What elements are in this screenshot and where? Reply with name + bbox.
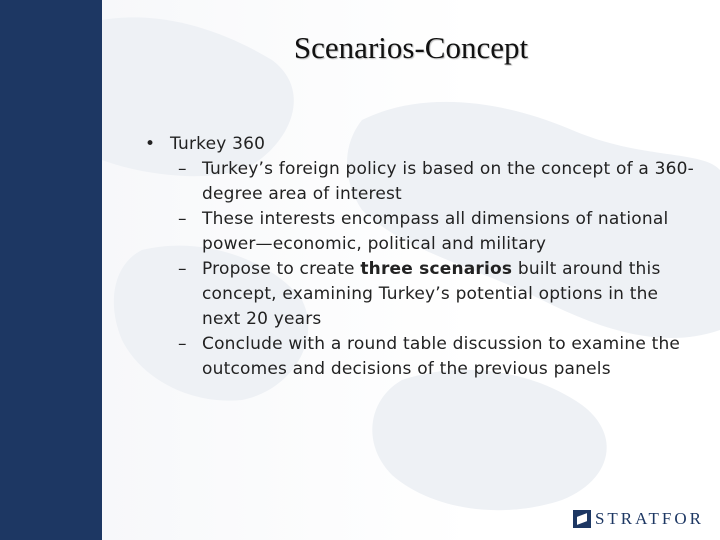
left-sidebar-bar — [0, 0, 102, 540]
sub-bullet-text: Conclude with a round table discussion to examine the outcomes and decisions of the previous panels — [202, 334, 681, 379]
dash-icon: – — [178, 259, 187, 279]
stratfor-logo-mark-icon — [573, 510, 591, 528]
bullet-icon: • — [145, 134, 156, 154]
logo-text: STRATFOR — [594, 509, 704, 528]
sub-bullet-item — [140, 332, 700, 382]
sub-bullet-item — [140, 157, 700, 207]
bullet-text: Turkey 360 — [170, 134, 266, 154]
sub-bullet-text: Turkey’s foreign policy is based on the concept of a 360-degree area of interest — [202, 159, 694, 204]
slide-content — [140, 132, 700, 382]
slide-title: Scenarios-Concept — [293, 30, 529, 65]
sub-bullet-list — [140, 157, 700, 382]
sub-bullet-text: These interests encompass all dimensions of national power—economic, political and military — [202, 209, 669, 254]
dash-icon: – — [178, 159, 187, 179]
stratfor-logo — [573, 508, 704, 530]
sub-bullet-item — [140, 257, 700, 332]
dash-icon: – — [178, 209, 187, 229]
bold-emphasis-text: three scenarios — [360, 259, 513, 279]
sub-bullet-text-after: built around this concept, examining Turkey’s potential options in the next 20 years — [202, 259, 661, 329]
sub-bullet-text-before: Propose to create — [202, 259, 361, 279]
dash-icon: – — [178, 334, 187, 354]
sub-bullet-item — [140, 207, 700, 257]
bullet-item-turkey-360 — [140, 132, 700, 157]
